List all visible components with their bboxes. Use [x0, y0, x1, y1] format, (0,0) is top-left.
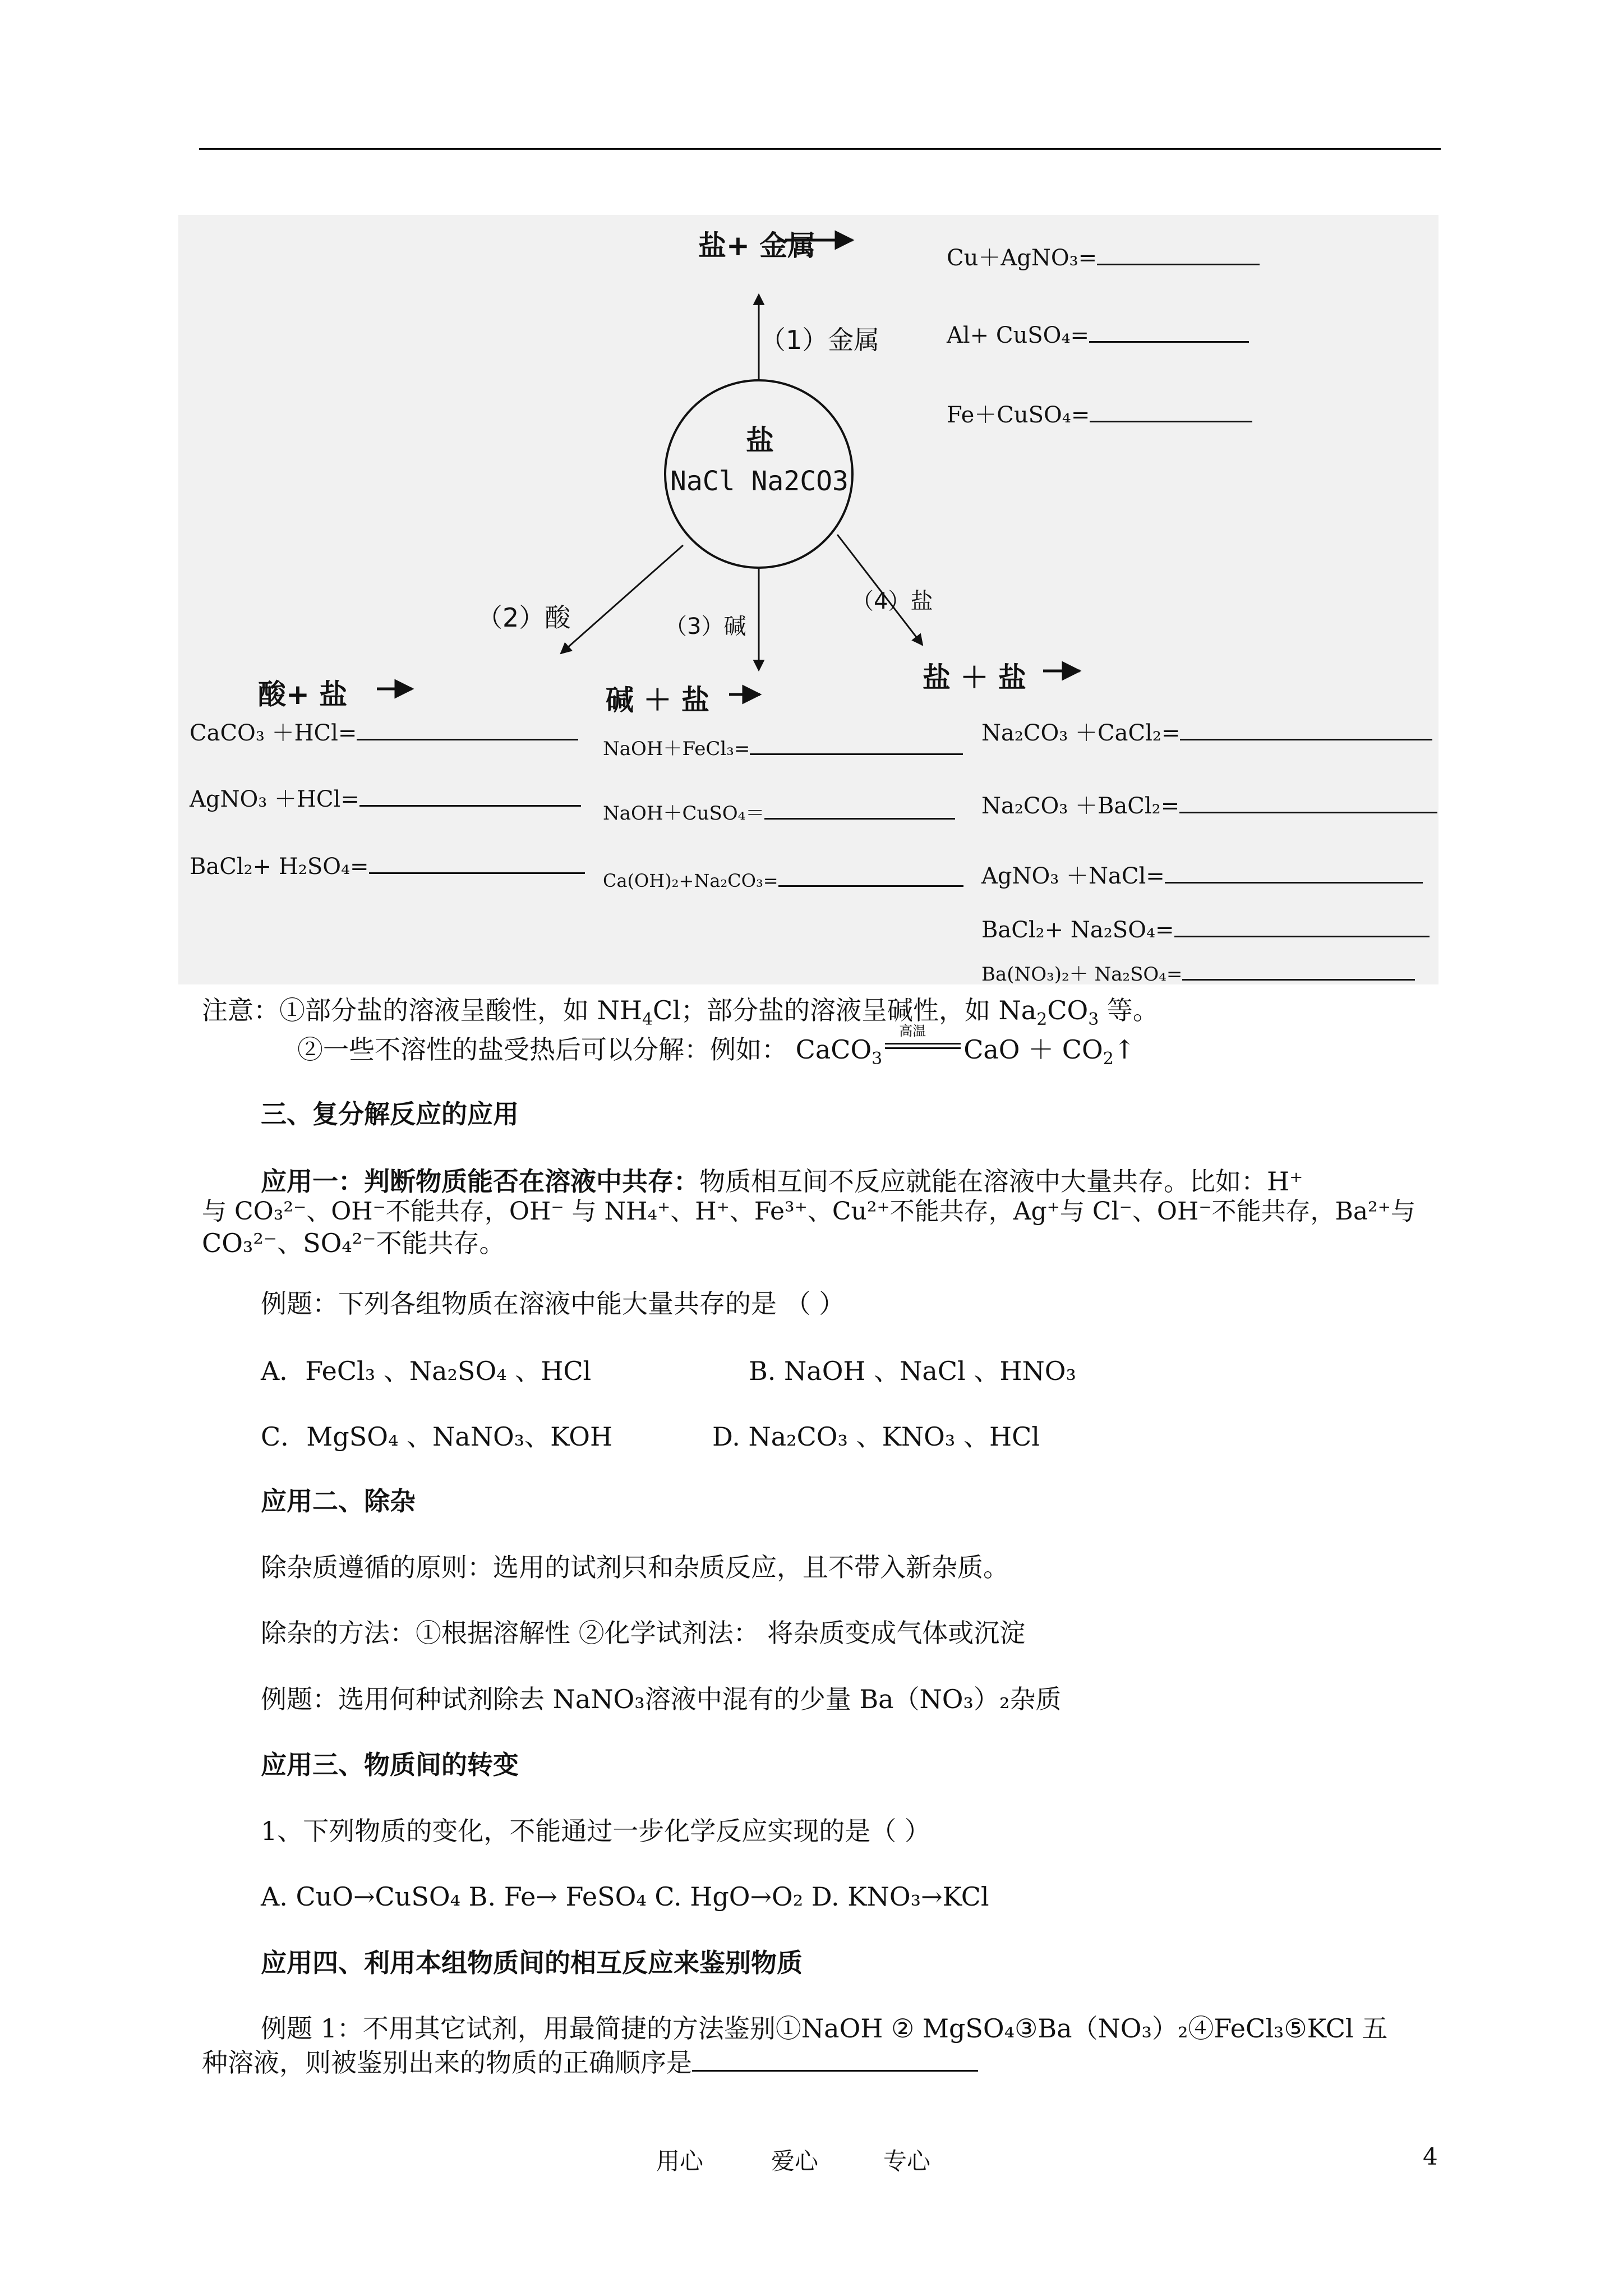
example-1: 例题：下列各组物质在溶液中能大量共存的是 （ ） [261, 1289, 845, 1319]
acid-eq-3: BaCl₂+ H₂SO₄= [190, 850, 585, 880]
condition-label: 高温 [899, 1023, 926, 1039]
acid-eq-2: AgNO₃ ＋HCl= [190, 781, 581, 813]
base-eq-1: NaOH＋FeCl₃= [603, 731, 963, 761]
option-c: C．MgSO₄ 、NaNO₃、KOH [261, 1421, 613, 1452]
app4-title: 应用四、利用本组物质间的相互反应来鉴别物质 [261, 1948, 803, 1978]
app3-title: 应用三、物质间的转变 [261, 1750, 519, 1780]
app1-line-2: 与 CO₃²⁻、OH⁻不能共存，OH⁻ 与 NH₄⁺、H⁺、Fe³⁺、Cu²⁺不能共存，Ag⁺与 Cl⁻、OH⁻不能共存，Ba²⁺与 [202, 1197, 1415, 1226]
note-line-1: 注意：①部分盐的溶液呈酸性，如 $NH_4Cl$；部分盐的溶液呈碱性，如 $Na_2CO_3$ 等。 [202, 995, 1159, 1030]
salt-eq-1: Na₂CO₃ ＋CaCl₂= [981, 715, 1432, 747]
app4-line-1: 例题 1：不用其它试剂，用最简捷的方法鉴别①NaOH ② MgSO₄③Ba（NO₃）₂④FeCl₃⑤KCl 五 [261, 2013, 1388, 2044]
app2-line-1: 除杂质遵循的原则：选用的试剂只和杂质反应，且不带入新杂质。 [261, 1552, 1009, 1582]
arrow4-label: （4）盐 [851, 588, 933, 614]
metal-eq-3: Fe＋CuSO₄= [947, 397, 1252, 429]
salt-eq-2: Na₂CO₃ ＋BaCl₂= [981, 788, 1437, 820]
app1-line-1: 应用一：判断物质能否在溶液中共存：物质相互间不反应就能在溶液中大量共存。比如：H⁺ [261, 1166, 1303, 1197]
metal-eq-2: Al+ CuSO₄= [947, 319, 1249, 348]
arrow2-label: （2）酸 [477, 602, 571, 633]
option-b: B. NaOH 、NaCl 、HNO₃ [749, 1356, 1076, 1386]
base-heading: 碱 ＋ 盐 [606, 684, 709, 716]
acid-eq-1: CaCO₃ ＋HCl= [190, 715, 578, 747]
app3-question: 1、下列物质的变化，不能通过一步化学反应实现的是（ ） [261, 1816, 930, 1846]
option-a: A．FeCl₃ 、Na₂SO₄ 、HCl [261, 1356, 592, 1386]
page-number: 4 [1423, 2143, 1438, 2170]
base-eq-3: Ca(OH)₂+Na₂CO₃= [603, 863, 963, 891]
option-d: D. Na₂CO₃ 、KNO₃ 、HCl [712, 1421, 1040, 1452]
center-formula: NaCl Na2CO3 [670, 466, 849, 497]
arrow1-label: （1）金属 [760, 325, 880, 355]
app1-line-3: CO₃²⁻、SO₄²⁻不能共存。 [202, 1228, 505, 1258]
note-line-2: ②一些不溶性的盐受热后可以分解：例如： CaCO$_3$ 高温 CaO ＋ $CO_2↑$ [297, 1023, 1136, 1069]
salt-eq-5: Ba(NO₃)₂＋ Na₂SO₄= [981, 956, 1415, 986]
footer-motto-1: 用心 [656, 2147, 704, 2175]
center-label: 盐 [746, 424, 774, 457]
app2-title: 应用二、除杂 [261, 1486, 416, 1516]
metal-heading: 盐+ 金属 [698, 229, 816, 262]
salt-eq-4: BaCl₂+ Na₂SO₄= [981, 913, 1430, 943]
footer-motto-3: 专心 [883, 2147, 931, 2175]
metal-eq-1: Cu＋AgNO₃= [947, 240, 1260, 272]
salt-eq-3: AgNO₃ ＋NaCl= [981, 858, 1423, 890]
base-eq-2: NaOH＋CuSO₄＝ [603, 795, 955, 825]
acid-heading: 酸+ 盐 [258, 678, 348, 711]
app3-options: A. CuO→CuSO₄ B. Fe→ FeSO₄ C. HgO→O₂ D. KNO₃→KCl [261, 1881, 989, 1912]
app2-line-2: 除杂的方法：①根据溶解性 ②化学试剂法： 将杂质变成气体或沉淀 [261, 1618, 1026, 1648]
app4-line-2: 种溶液，则被鉴别出来的物质的正确顺序是 [202, 2047, 978, 2078]
arrow3-label: （3）碱 [665, 614, 746, 639]
section3-title: 三、复分解反应的应用 [261, 1099, 519, 1129]
footer-motto-2: 爱心 [771, 2147, 819, 2175]
salt-heading: 盐 ＋ 盐 [923, 661, 1026, 694]
app2-line-3: 例题：选用何种试剂除去 NaNO₃溶液中混有的少量 Ba（NO₃）₂杂质 [261, 1684, 1062, 1714]
